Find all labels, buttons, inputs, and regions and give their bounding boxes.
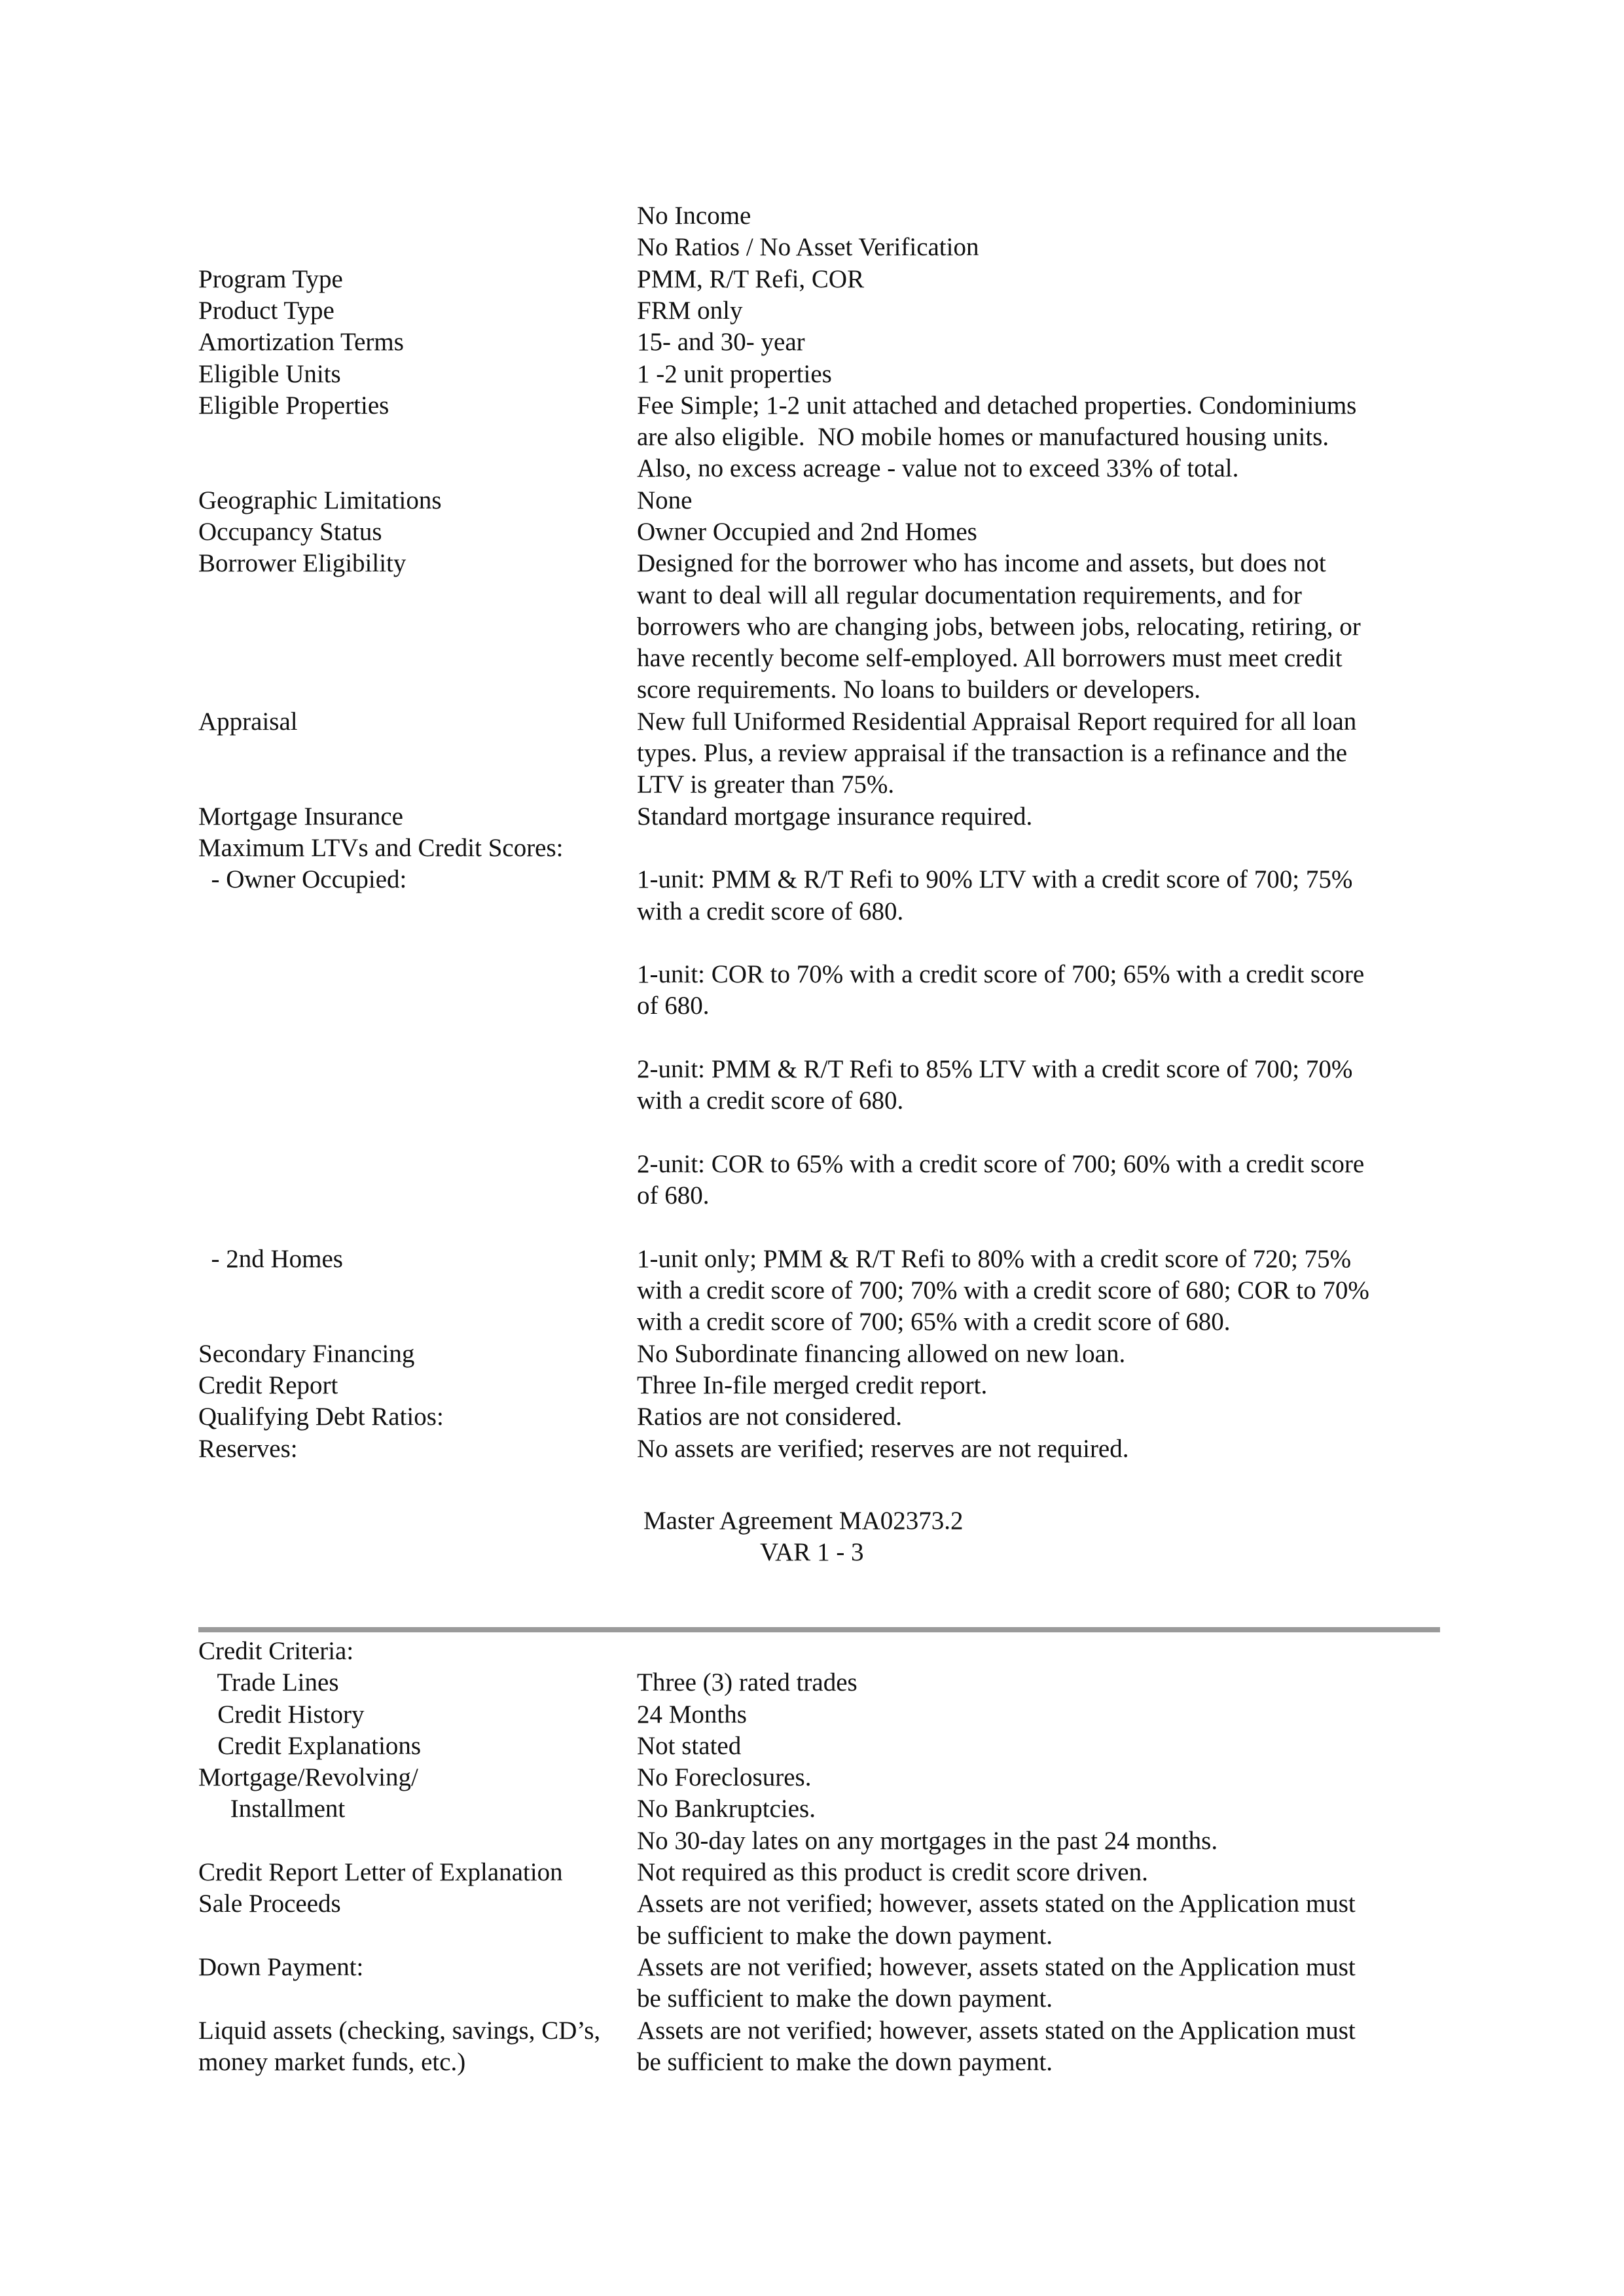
field-value-line: Assets are not verified; however, assets stated on the Application must [637, 1890, 1356, 1918]
field-value-line: want to deal will all regular documentation requirements, and for [637, 581, 1302, 609]
field-value-line: score requirements. No loans to builders or developers. [637, 675, 1201, 704]
field-value-line: with a credit score of 680. [637, 897, 904, 925]
intro-line-2: No Ratios / No Asset Verification [637, 233, 979, 262]
field-value-line: 2-unit: COR to 65% with a credit score of 700; 60% with a credit score [637, 1149, 1365, 1178]
field-value-line: have recently become self-employed. All borrowers must meet credit [637, 644, 1343, 673]
field-value-line: be sufficient to make the down payment. [637, 1921, 1053, 1950]
field-label: Reserves: [198, 1434, 298, 1463]
page-divider [198, 1627, 1440, 1632]
field-value-line: 2-unit: PMM & R/T Refi to 85% LTV with a credit score of 700; 70% [637, 1055, 1353, 1084]
field-value-line: be sufficient to make the down payment. [637, 2047, 1053, 2076]
field-label: Program Type [198, 264, 343, 293]
field-label: Credit Report [198, 1371, 338, 1400]
field-value-line: LTV is greater than 75%. [637, 770, 895, 799]
field-value-line: Owner Occupied and 2nd Homes [637, 518, 977, 546]
field-value-line: Three (3) rated trades [637, 1668, 857, 1697]
field-value-line: are also eligible. NO mobile homes or manufactured housing units. [637, 423, 1329, 452]
field-value-line: borrowers who are changing jobs, between jobs, relocating, retiring, or [637, 612, 1361, 641]
field-label: Credit Criteria: [198, 1637, 354, 1665]
field-label: Occupancy Status [198, 518, 382, 546]
field-value-line: None [637, 486, 693, 514]
field-value-line: No Subordinate financing allowed on new loan. [637, 1339, 1126, 1368]
field-label: Appraisal [198, 707, 298, 736]
field-label: Amortization Terms [198, 328, 404, 357]
field-value-line: 24 Months [637, 1700, 747, 1729]
field-value-line: 1-unit: PMM & R/T Refi to 90% LTV with a credit score of 700; 75% [637, 865, 1353, 894]
field-value-line: be sufficient to make the down payment. [637, 1984, 1053, 2013]
field-value-line: 1-unit: COR to 70% with a credit score of 700; 65% with a credit score [637, 960, 1365, 989]
field-value-line: New full Uniformed Residential Appraisal Report required for all loan [637, 707, 1357, 736]
intro-line-1: No Income [637, 202, 751, 230]
field-label: Sale Proceeds [198, 1890, 341, 1918]
field-label: Secondary Financing [198, 1339, 415, 1368]
field-value-line: Fee Simple; 1-2 unit attached and detached properties. Condominiums [637, 391, 1357, 420]
field-value-line: with a credit score of 700; 70% with a credit score of 680; COR to 70% [637, 1276, 1369, 1305]
field-label: Mortgage Insurance [198, 802, 403, 831]
field-label: Product Type [198, 296, 334, 325]
field-value-line: FRM only [637, 296, 743, 325]
footer-page-number: VAR 1 - 3 [760, 1538, 864, 1566]
field-value-line: Assets are not verified; however, assets stated on the Application must [637, 1953, 1356, 1981]
field-label: - Owner Occupied: [198, 865, 407, 894]
field-value-line: PMM, R/T Refi, COR [637, 264, 865, 293]
field-value-line: Standard mortgage insurance required. [637, 802, 1033, 831]
field-label: Trade Lines [198, 1668, 339, 1697]
field-label: - 2nd Homes [198, 1244, 343, 1273]
field-value-line: with a credit score of 700; 65% with a credit score of 680. [637, 1308, 1231, 1336]
field-value-line: No assets are verified; reserves are not required. [637, 1434, 1129, 1463]
field-value-line: Not required as this product is credit score driven. [637, 1858, 1148, 1887]
field-value-line: 15- and 30- year [637, 328, 805, 357]
field-label: Mortgage/Revolving/ [198, 1763, 418, 1792]
field-label: Maximum LTVs and Credit Scores: [198, 834, 564, 862]
field-value-line: Assets are not verified; however, assets stated on the Application must [637, 2016, 1356, 2045]
field-value-line: types. Plus, a review appraisal if the transaction is a refinance and the [637, 739, 1348, 768]
field-label: Qualifying Debt Ratios: [198, 1403, 444, 1431]
field-value-line: Not stated [637, 1731, 742, 1760]
field-value-line: Also, no excess acreage - value not to exceed 33% of total. [637, 454, 1239, 483]
field-label: Credit Explanations [198, 1731, 422, 1760]
field-label: Liquid assets (checking, savings, CD’s, [198, 2016, 601, 2045]
field-value-line: No Foreclosures. [637, 1763, 812, 1792]
field-label: Borrower Eligibility [198, 549, 406, 578]
field-label: Down Payment: [198, 1953, 364, 1981]
field-value-line: Ratios are not considered. [637, 1403, 903, 1431]
field-label: Eligible Properties [198, 391, 389, 420]
field-value-line: of 680. [637, 1181, 710, 1210]
field-label: Eligible Units [198, 359, 341, 388]
field-value-line: 1 -2 unit properties [637, 359, 832, 388]
footer-agreement: Master Agreement MA02373.2 [643, 1507, 964, 1535]
field-value-line: Designed for the borrower who has income and assets, but does not [637, 549, 1326, 578]
field-value-line: No Bankruptcies. [637, 1795, 816, 1823]
field-value-line: Three In-file merged credit report. [637, 1371, 988, 1400]
field-label: Credit Report Letter of Explanation [198, 1858, 563, 1887]
field-label: money market funds, etc.) [198, 2047, 466, 2076]
field-label: Installment [198, 1795, 346, 1823]
field-label: Credit History [198, 1700, 365, 1729]
field-label: Geographic Limitations [198, 486, 442, 514]
field-value-line: of 680. [637, 992, 710, 1020]
field-value-line: No 30-day lates on any mortgages in the past 24 months. [637, 1826, 1218, 1855]
field-value-line: with a credit score of 680. [637, 1086, 904, 1115]
field-value-line: 1-unit only; PMM & R/T Refi to 80% with a credit score of 720; 75% [637, 1244, 1352, 1273]
